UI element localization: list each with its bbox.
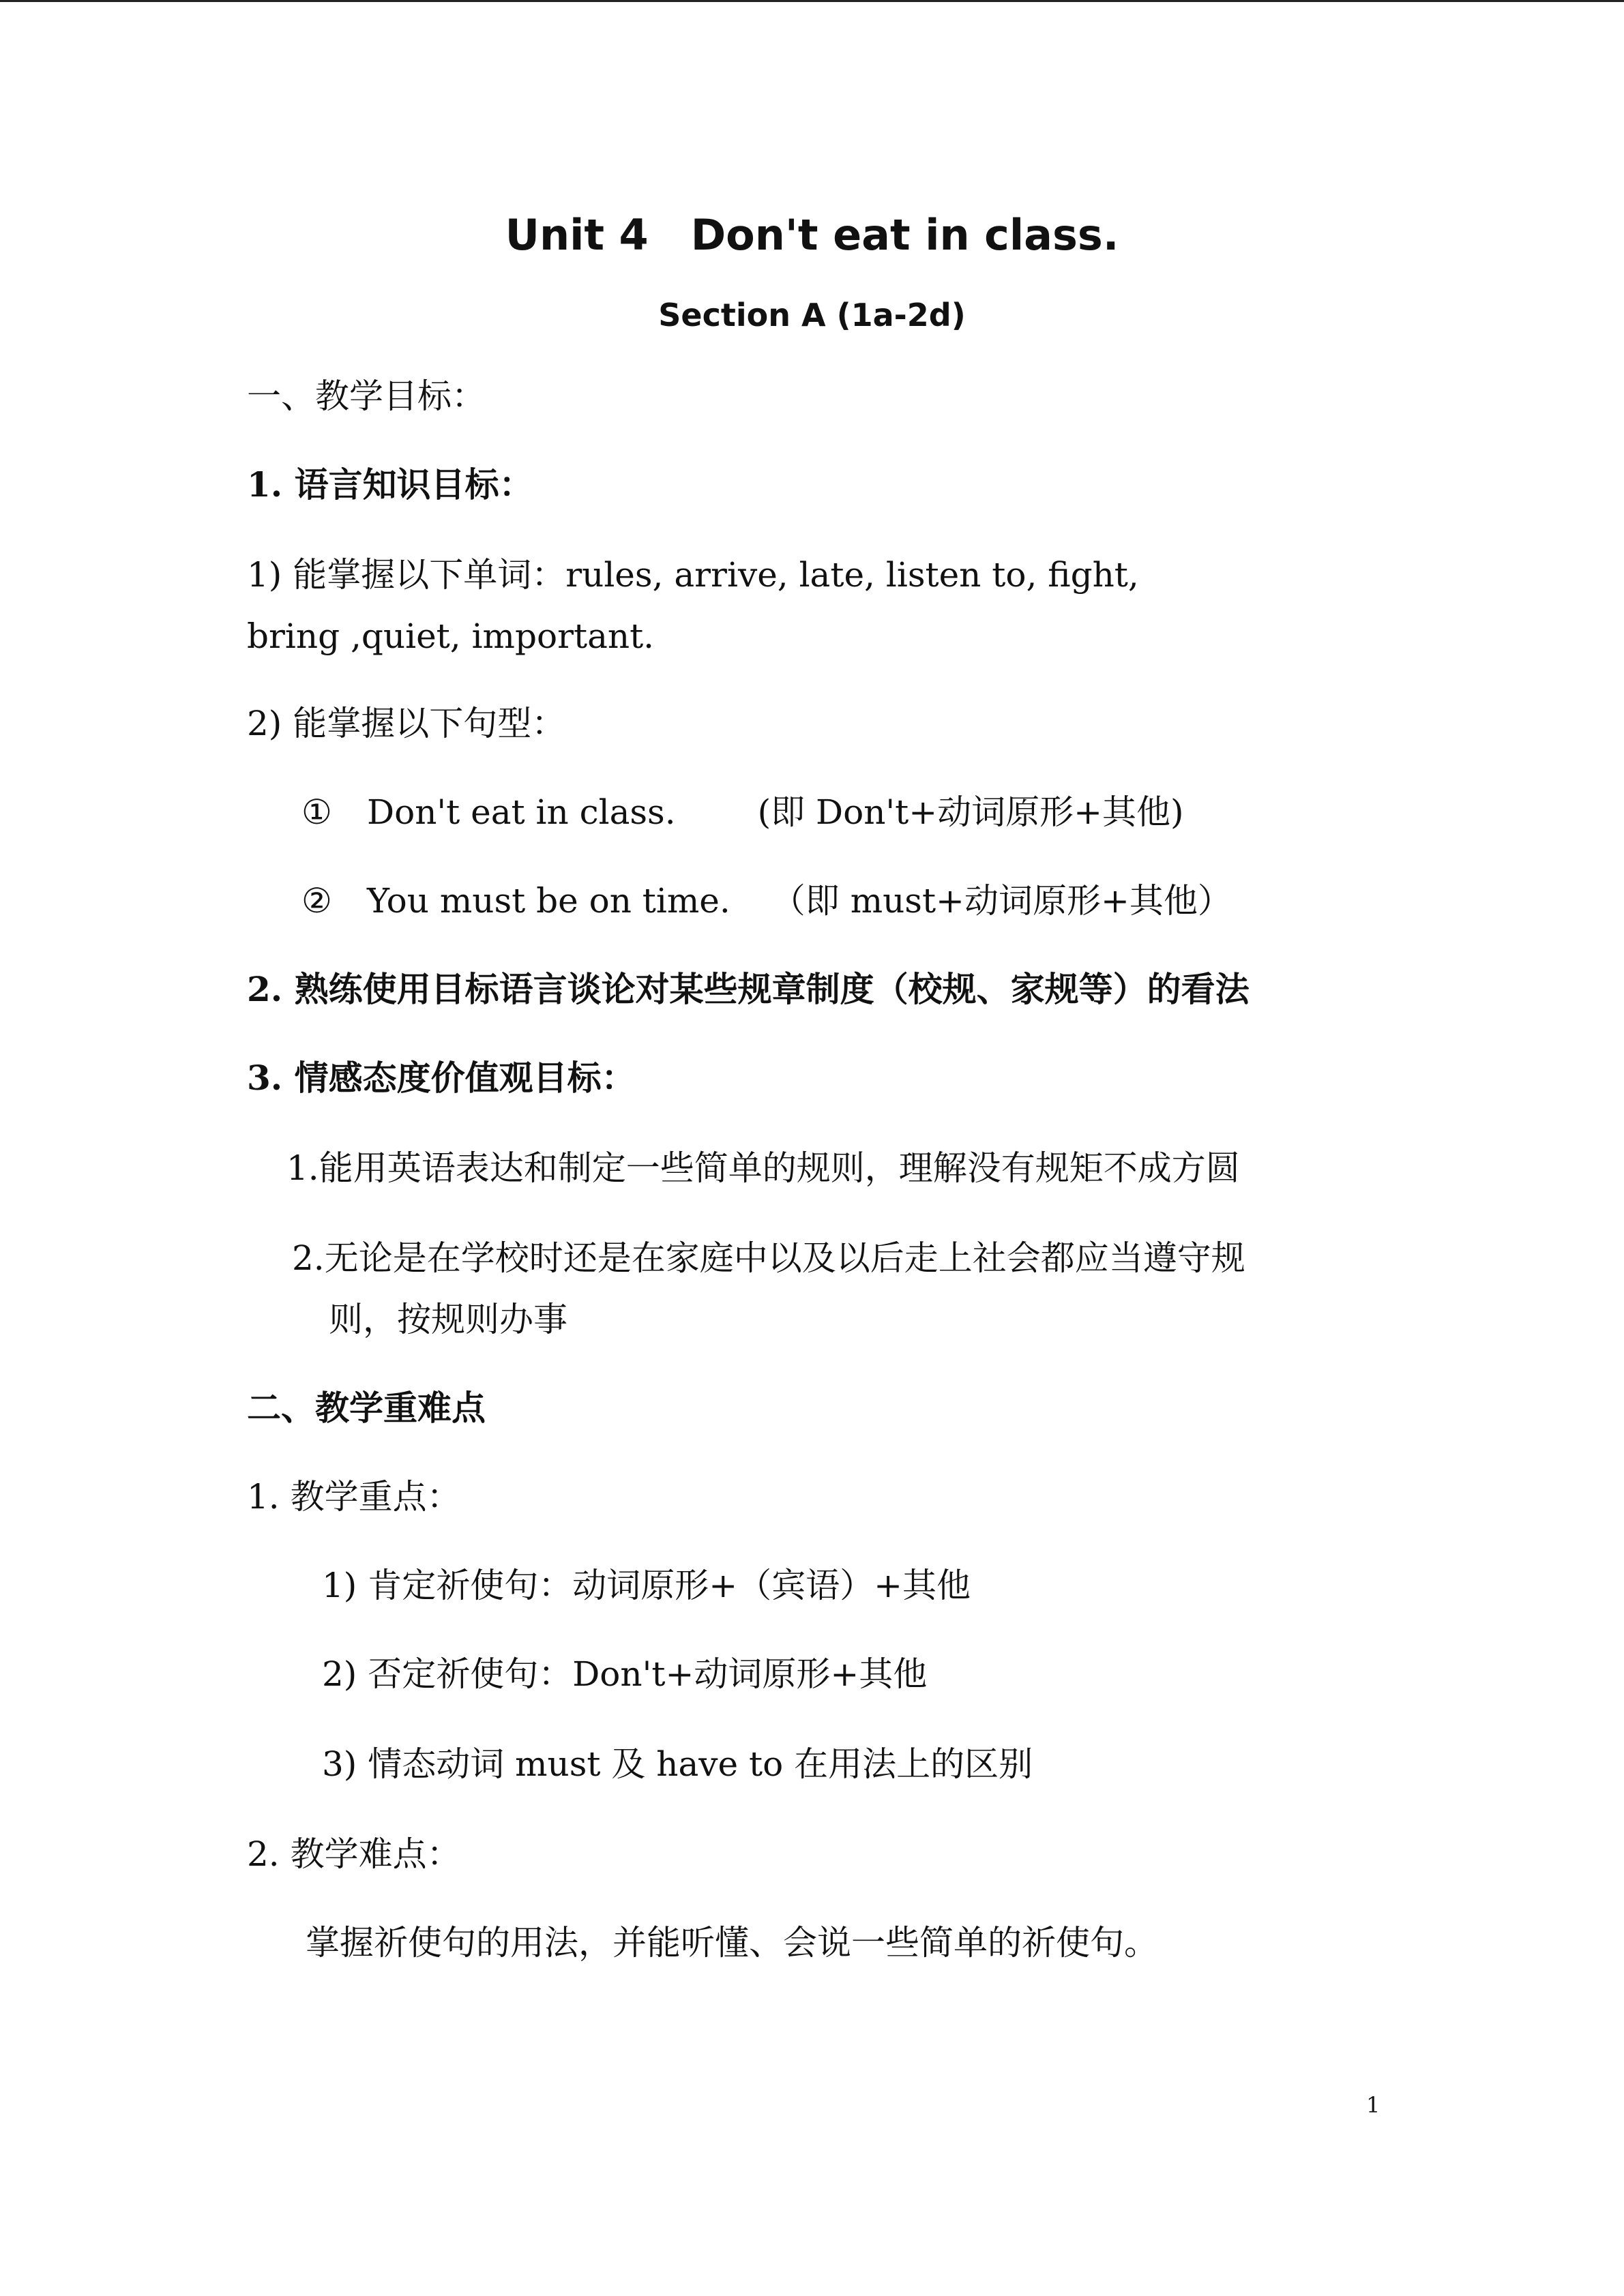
- pattern-1-text: Don't eat in class.: [367, 792, 676, 832]
- vocabulary-line-2: bring ,quiet, important.: [247, 616, 655, 656]
- heading-teaching-focus: 1. 教学重点：: [247, 1477, 461, 1517]
- difficulty-text: 掌握祈使句的用法，并能听懂、会说一些简单的祈使句。: [306, 1923, 1158, 1963]
- heading-language-knowledge: 1. 语言知识目标：: [247, 464, 533, 505]
- pattern-2-text: You must be on time.: [367, 881, 730, 921]
- values-item-1: 1.能用英语表达和制定一些简单的规则，理解没有规矩不成方圆: [286, 1148, 1240, 1188]
- sentence-pattern-1: [301, 792, 1184, 832]
- heading-emotional-values: 3. 情感态度价值观目标：: [247, 1058, 636, 1098]
- values-item-2-line-1: 2.无论是在学校时还是在家庭中以及以后走上社会都应当遵守规: [292, 1238, 1245, 1278]
- heading-teaching-difficulty: 2. 教学难点：: [247, 1834, 461, 1874]
- pattern-1-note: (即 Don't+动词原形+其他): [757, 792, 1184, 832]
- document-title: Unit 4 Don't eat in class.: [505, 210, 1119, 260]
- vocabulary-line-1: 1) 能掌握以下单词：rules, arrive, late, listen to, fight,: [247, 555, 1139, 595]
- section-heading-key-difficult-points: 二、教学重难点: [247, 1388, 486, 1428]
- section-heading-teaching-objectives: 一、教学目标：: [247, 376, 486, 416]
- values-item-2-line-2: 则，按规则办事: [329, 1300, 567, 1339]
- focus-item-2: 2) 否定祈使句：Don't+动词原形+其他: [322, 1654, 928, 1694]
- sentence-pattern-2: [301, 881, 1232, 921]
- focus-item-1: 1) 肯定祈使句：动词原形+（宾语）+其他: [322, 1566, 971, 1605]
- circled-number-1: ①: [301, 792, 332, 832]
- heading-discuss-rules: 2. 熟练使用目标语言谈论对某些规章制度（校规、家规等）的看法: [247, 969, 1250, 1009]
- focus-item-3: 3) 情态动词 must 及 have to 在用法上的区别: [322, 1744, 1033, 1784]
- page-number: 1: [1366, 2092, 1381, 2118]
- circled-number-2: ②: [301, 881, 332, 921]
- sentence-patterns-heading: 2) 能掌握以下句型：: [247, 704, 566, 743]
- document-subtitle: Section A (1a-2d): [658, 297, 966, 333]
- pattern-2-note: （即 must+动词原形+其他）: [771, 881, 1232, 921]
